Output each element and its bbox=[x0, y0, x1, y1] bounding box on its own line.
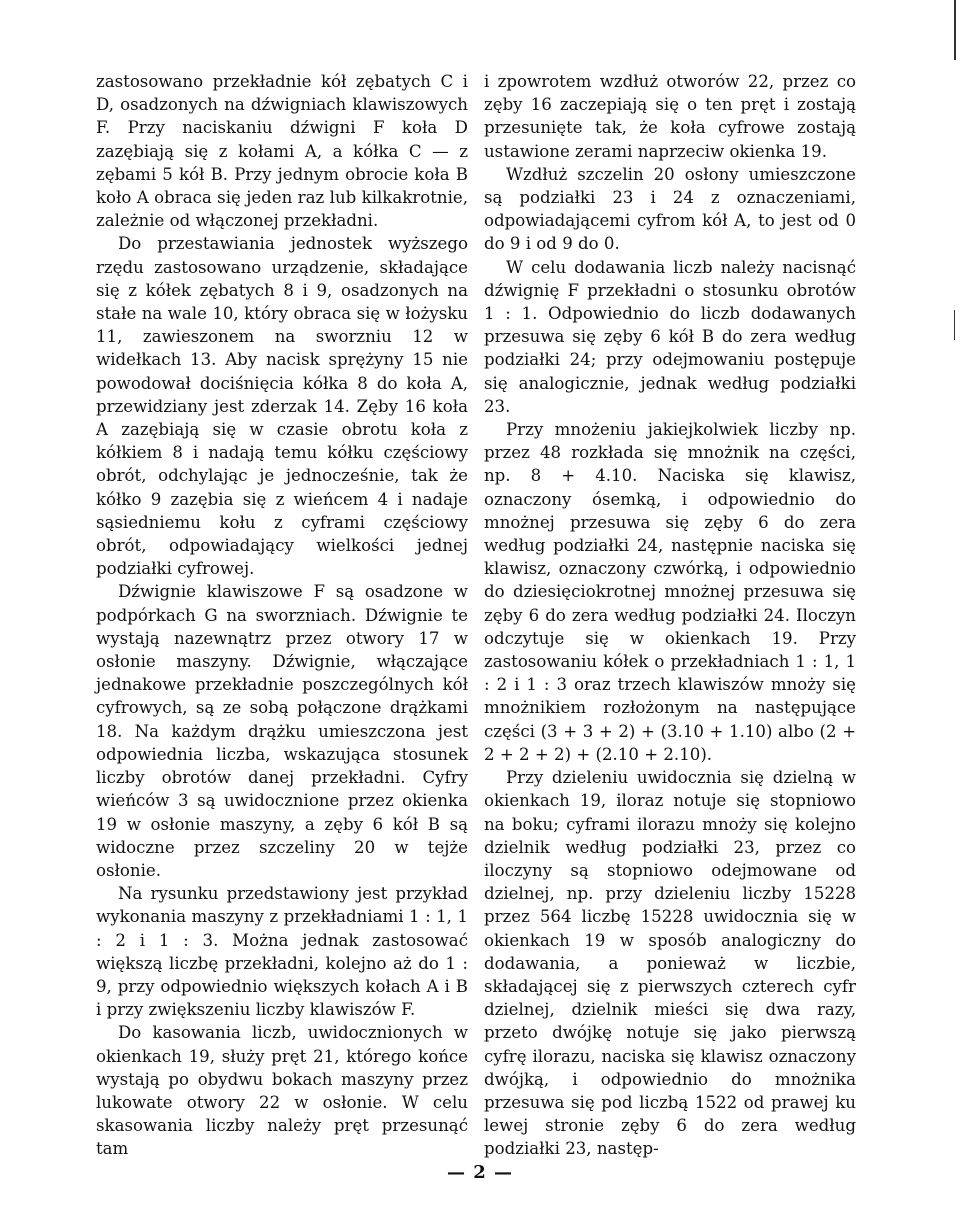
paragraph: Wzdłuż szczelin 20 osłony umieszczone są podziałki 23 i 24 z oznaczeniami, odpowiadającemi cyfrom kół A, to jest od 0 do 9 i od 9 do 0. bbox=[484, 164, 856, 254]
paragraph: i zpowrotem wzdłuż otworów 22, przez co zęby 16 zaczepiają się o ten pręt i zostają przesunięte tak, że koła cyfrowe zostają ustawione zerami naprzeciw okienka 19. bbox=[484, 72, 856, 161]
paragraph: Przy dzieleniu uwidocznia się dzielną w okienkach 19, iloraz notuje się stopniowo na boku; cyframi ilorazu mnoży się kolejno dzielnik według podziałki 23, przez co iloczyny są stopniowo odejmowane od dzielnej, np. przy dzieleniu liczby 15228 przez 564 liczbę 15228 uwidocznia się w okienkach 19 w sposób analogiczny do dodawania, a ponieważ w liczbie, składającej się z pierwszych czterech cyfr dzielnej, dzielnik mieści się dwa razy, przeto dwójkę notuje się jako pierwszą cyfrę ilorazu, naciska się klawisz oznaczony dwójką, i odpowiednio do mnożnika przesuwa się pod liczbą 1522 od prawej ku lewej stronie zęby 6 do zera według podziałki 23, następ- bbox=[484, 768, 856, 1159]
paragraph: zastosowano przekładnie kół zębatych C i D, osadzonych na dźwigniach klawiszowych F. Przy naciskaniu dźwigni F koła D zazębiają się z kołami A, a kółka C — z zębami 5 kół B. Przy jednym obrocie koła B koło A obraca się jeden raz lub kilkakrotnie, zależnie od włączonej przekładni. bbox=[96, 72, 468, 231]
paragraph: W celu dodawania liczb należy nacisnąć dźwignię F przekładni o stosunku obrotów 1 : 1. Odpowiednio do liczb dodawanych przesuwa się zęby 6 kół B do zera według podziałki 24; przy odejmowaniu postępuje się analogicznie, jednak według podziałki 23. bbox=[484, 257, 856, 416]
paragraph: Dźwignie klawiszowe F są osadzone w podpórkach G na sworzniach. Dźwignie te wystają nazewnątrz przez otwory 17 w osłonie maszyny. Dźwignie, włączające jednakowe przekładnie poszczególnych kół cyfrowych, są ze sobą połączone drążkami 18. Na każdym drążku umieszczona jest odpowiednia liczba, wskazująca stosunek liczby obrotów danej przekładni. Cyfry wieńców 3 są uwidocznione przez okienka 19 w osłonie maszyny, a zęby 6 kół B są widoczne przez szczeliny 20 w tejże osłonie. bbox=[96, 582, 468, 880]
paragraph: Na rysunku przedstawiony jest przykład wykonania maszyny z przekładniami 1 : 1, 1 : 2 i 1 : 3. Można jednak zastosować większą liczbę przekładni, kolejno aż do 1 : 9, przy odpowiednio większych kołach A i B i przy zwiększeniu liczby klawiszów F. bbox=[96, 884, 468, 1020]
page-number: — 2 — bbox=[446, 1162, 514, 1183]
paragraph: Przy mnożeniu jakiejkolwiek liczby np. przez 48 rozkłada się mnożnik na części, np. 8 + 4.10. Naciska się klawisz, oznaczony ósemką, i odpowiednio do mnożnej przesuwa się zęby 6 do zera według podziałki 24, następnie naciska się klawisz, oznaczony czwórką, i odpowiednio do dziesięciokrotnej mnożnej przesuwa się zęby 6 do zera według podziałki 24. Iloczyn odczytuje się w okienkach 19. Przy zastosowaniu kółek o przekładniach 1 : 1, 1 : 2 i 1 : 3 oraz trzech klawiszów mnoży się mnożnikiem rozłożonym na następujące części (3 + 3 + 2) + (3.10 + 1.10) albo (2 + 2 + 2 + 2) + (2.10 + 2.10). bbox=[484, 420, 856, 764]
paragraph: Do przestawiania jednostek wyższego rzędu zastosowano urządzenie, składające się z kółek zębatych 8 i 9, osadzonych na stałe na wale 10, który obraca się w łożysku 11, zawieszonem na sworzniu 12 w widełkach 13. Aby nacisk sprężyny 15 nie powodował dociśnięcia kółka 8 do koła A, przewidziany jest zderzak 14. Zęby 16 koła A zazębiają się w czasie obrotu koła z kółkiem 8 i nadają temu kółku częściowy obrót, odchylając je jednocześnie, tak że kółko 9 zazębia się z wieńcem 4 i nadaje sąsiedniemu kołu z cyframi częściowy obrót, odpowiadający wielkości jednej podziałki cyfrowej. bbox=[96, 234, 468, 579]
paragraph: Do kasowania liczb, uwidocznionych w okienkach 19, służy pręt 21, którego końce wystają po obydwu bokach maszyny przez lukowate otwory 22 w osłonie. W celu skasowania liczby należy pręt przesunąć tam bbox=[96, 1023, 468, 1159]
scan-edge-mark bbox=[954, 310, 955, 340]
scan-edge-mark bbox=[954, 0, 956, 60]
right-text-column bbox=[484, 70, 856, 1161]
left-text-column bbox=[96, 70, 468, 1161]
